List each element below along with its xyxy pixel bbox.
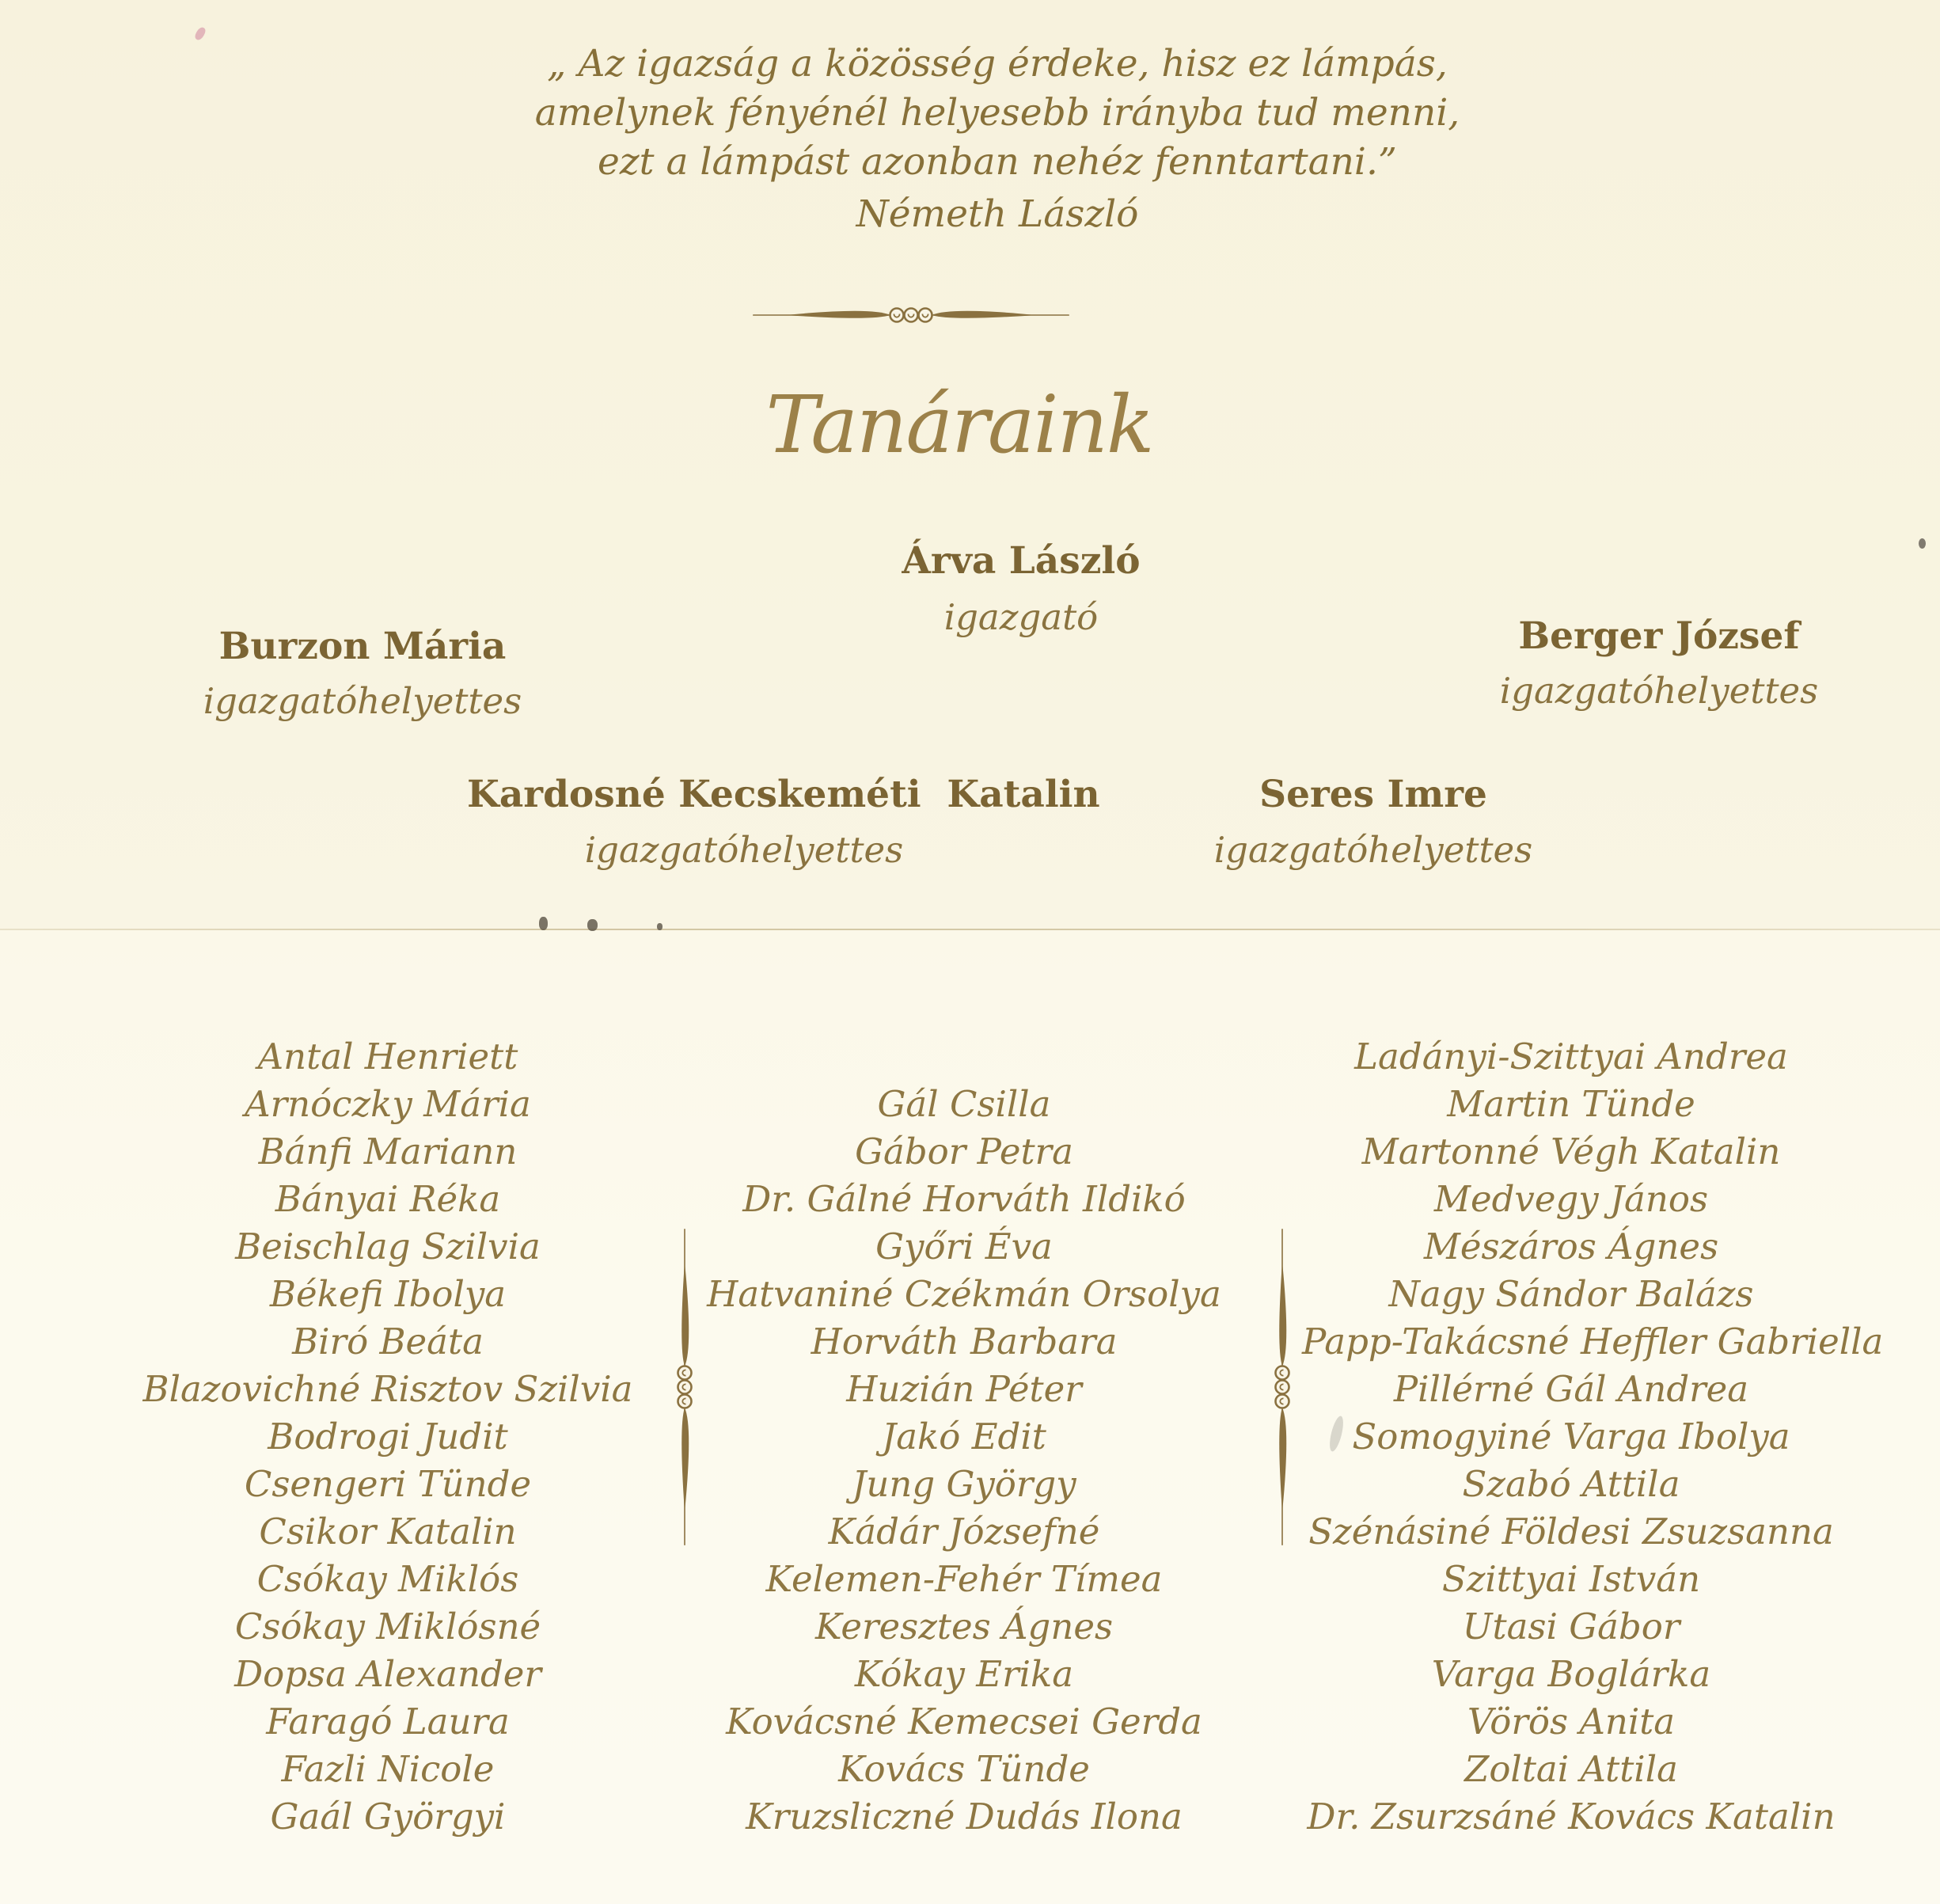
quote-attribution: Németh László (856, 192, 1139, 236)
deputy-center-right-name: Seres Imre (1259, 773, 1487, 816)
teacher-column-3 (1302, 1033, 1884, 1841)
teacher-name: Fazli Nicole (281, 1748, 495, 1790)
teacher-name: Kókay Erika (854, 1653, 1074, 1695)
teacher-name: Arnóczky Mária (245, 1083, 531, 1125)
teacher-name: Huzián Péter (846, 1368, 1082, 1410)
teacher-name: Békefi Ibolya (269, 1273, 507, 1315)
deputy-center-left-name: Kardosné Kecskeméti Katalin (467, 773, 1100, 816)
teacher-name: Szénásiné Földesi Zsuzsanna (1308, 1511, 1834, 1552)
teacher-name: Biró Beáta (292, 1321, 484, 1362)
teacher-name: Gábor Petra (855, 1131, 1073, 1172)
scan-artifact-dot (1919, 538, 1926, 549)
teacher-name: Kovács Tünde (838, 1748, 1090, 1790)
teacher-name: Gál Csilla (877, 1083, 1051, 1125)
teacher-name: Horváth Barbara (811, 1321, 1118, 1362)
quote-line-3: ezt a lámpást azonban nehéz fenntartani.” (598, 140, 1397, 184)
teacher-name: Beischlag Szilvia (235, 1226, 541, 1267)
teacher-name: Somogyiné Varga Ibolya (1352, 1416, 1790, 1457)
teacher-name: Dr. Gálné Horváth Ildikó (742, 1178, 1186, 1220)
director-name: Árva László (902, 539, 1141, 583)
teacher-name: Varga Boglárka (1431, 1653, 1711, 1695)
teacher-name: Bányai Réka (275, 1178, 501, 1220)
teacher-name: Jakó Edit (882, 1416, 1046, 1457)
teacher-name: Keresztes Ágnes (814, 1606, 1114, 1647)
director-role: igazgató (943, 596, 1099, 638)
scan-artifact-crease-speck (539, 917, 548, 930)
teacher-name: Csókay Miklós (256, 1558, 519, 1600)
teacher-name: Kruzsliczné Dudás Ilona (746, 1796, 1183, 1837)
quote-block (427, 40, 1567, 239)
teacher-name: Hatvaniné Czékmán Orsolya (707, 1273, 1221, 1315)
teacher-name: Bodrogi Judit (268, 1416, 508, 1457)
deputy-right-name: Berger József (1518, 614, 1800, 658)
column-divider-right-icon (1265, 1229, 1300, 1545)
teacher-name: Martin Tünde (1447, 1083, 1695, 1125)
deputy-right-role: igazgatóhelyettes (1499, 670, 1819, 712)
teacher-name: Ladányi-Szittyai Andrea (1354, 1036, 1788, 1077)
teacher-name: Faragó Laura (266, 1701, 510, 1742)
teacher-name: Zoltai Attila (1464, 1748, 1678, 1790)
teacher-name: Gaál Györgyi (270, 1796, 506, 1837)
teacher-name: Dopsa Alexander (234, 1653, 541, 1695)
teacher-name: Nagy Sándor Balázs (1388, 1273, 1754, 1315)
teacher-name: Pillérné Gál Andrea (1393, 1368, 1749, 1410)
teacher-column-2 (695, 1081, 1233, 1841)
deputy-left-role: igazgatóhelyettes (203, 680, 522, 722)
teacher-name: Utasi Gábor (1462, 1606, 1680, 1647)
deputy-center-right-role: igazgatóhelyettes (1213, 829, 1533, 871)
teacher-name: Jung György (852, 1463, 1076, 1505)
scan-artifact-crease-speck (657, 923, 662, 930)
teacher-name: Blazovichné Risztov Szilvia (142, 1368, 633, 1410)
teacher-name: Kovácsné Kemecsei Gerda (726, 1701, 1202, 1742)
deputy-center-left-role: igazgatóhelyettes (584, 829, 904, 871)
divider-ornament-icon (753, 298, 1069, 333)
teacher-column-1 (119, 1033, 657, 1841)
teacher-name: Dr. Zsurzsáné Kovács Katalin (1307, 1796, 1836, 1837)
deputy-left-name: Burzon Mária (218, 625, 507, 668)
teacher-name: Szabó Attila (1462, 1463, 1680, 1505)
teacher-name: Antal Henriett (257, 1036, 518, 1077)
page-title: Tanáraink (765, 378, 1153, 471)
teacher-name: Kádár Józsefné (828, 1511, 1100, 1552)
quote-line-1: „ Az igazság a közösség érdeke, hisz ez lámpás, (547, 42, 1448, 86)
teacher-name: Medvegy János (1433, 1178, 1709, 1220)
fold-crease (0, 929, 1940, 930)
teacher-name: Martonné Végh Katalin (1361, 1131, 1781, 1172)
teacher-name: Mészáros Ágnes (1423, 1226, 1719, 1267)
teacher-name: Csengeri Tünde (244, 1463, 532, 1505)
quote-line-2: amelynek fényénél helyesebb irányba tud menni, (534, 91, 1460, 135)
scan-artifact-crease-speck (587, 919, 598, 931)
teacher-name: Papp-Takácsné Heffler Gabriella (1302, 1321, 1884, 1362)
teacher-name: Csókay Miklósné (234, 1606, 541, 1647)
teacher-name: Győri Éva (875, 1226, 1053, 1267)
teacher-name: Kelemen-Fehér Tímea (765, 1558, 1163, 1600)
teacher-name: Szittyai István (1441, 1558, 1701, 1600)
teacher-name: Bánfi Mariann (258, 1131, 518, 1172)
teacher-name: Csikor Katalin (259, 1511, 517, 1552)
teacher-name: Vörös Anita (1467, 1701, 1676, 1742)
